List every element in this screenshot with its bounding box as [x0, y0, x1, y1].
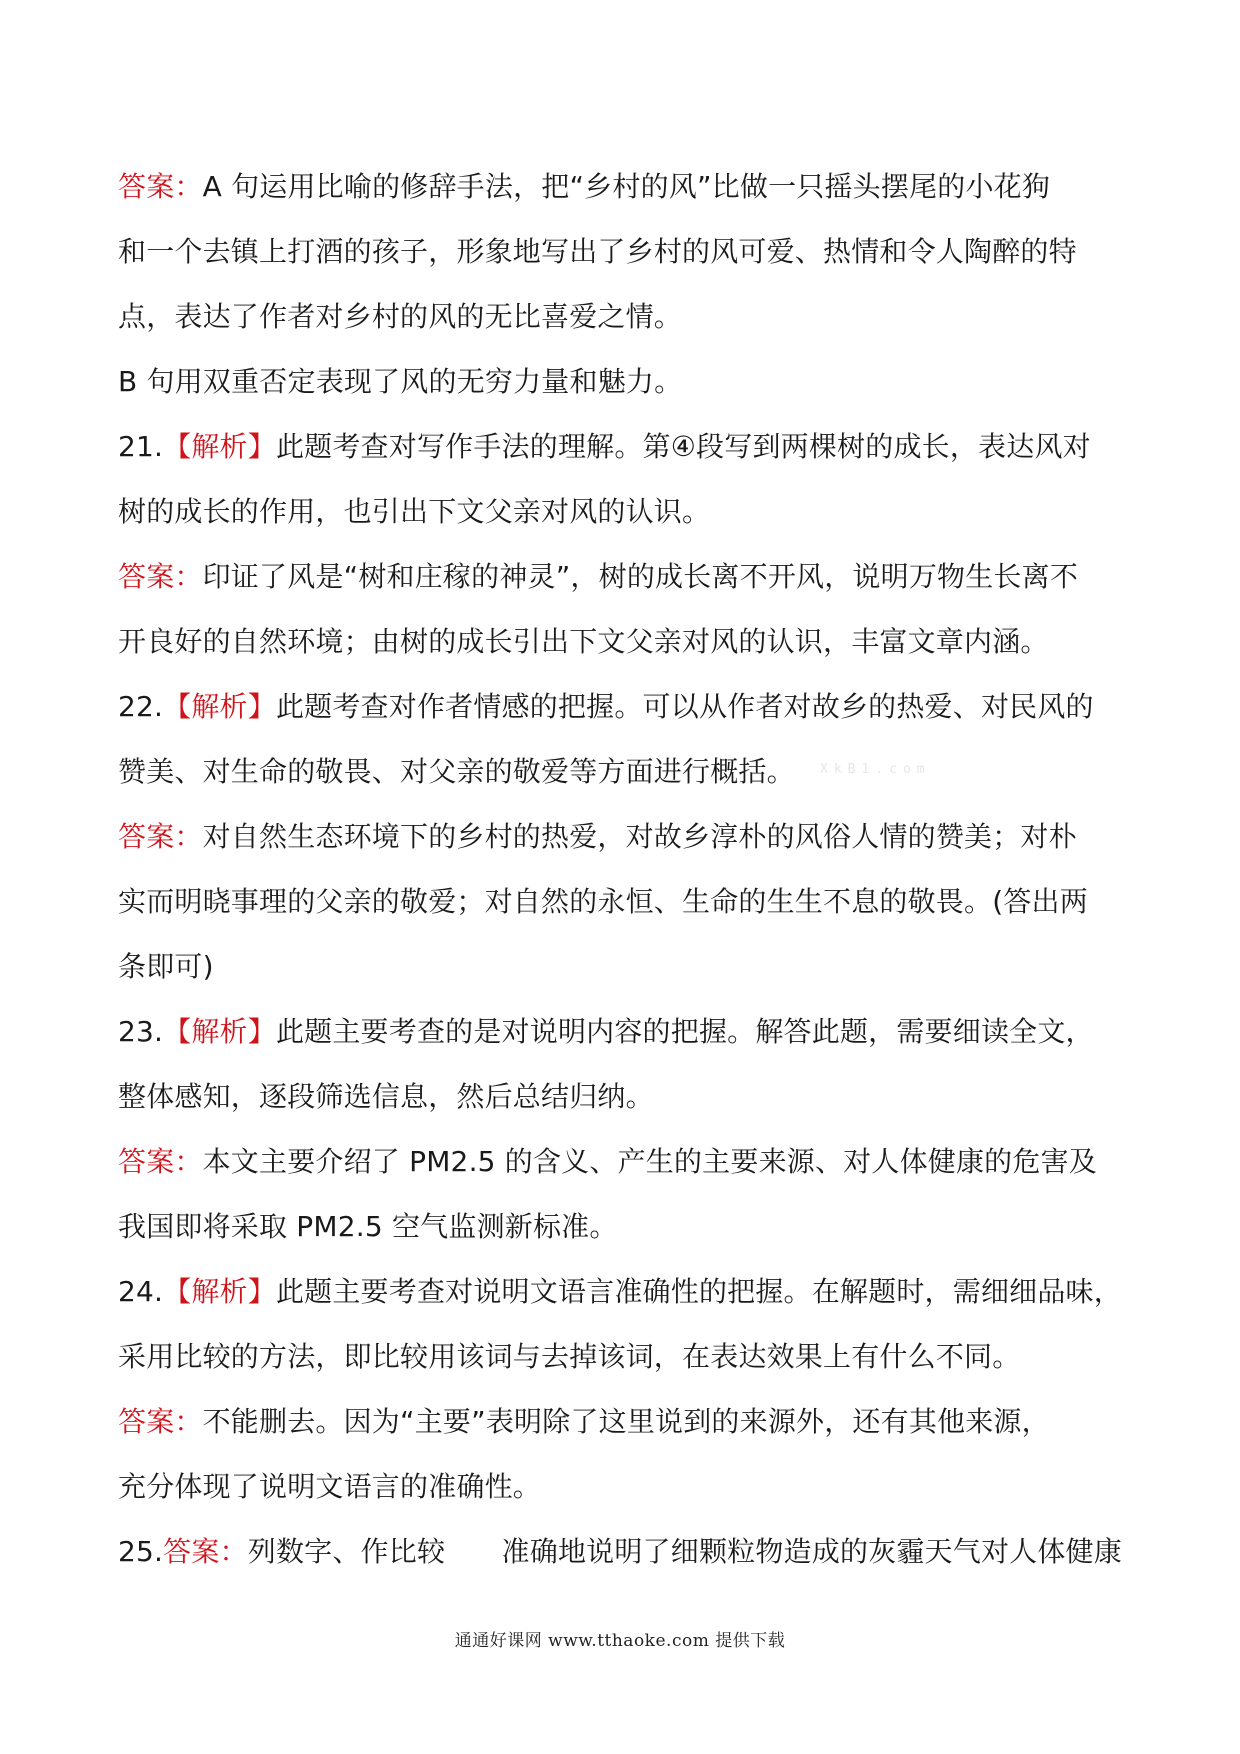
question-number: 22. — [118, 690, 164, 723]
text-line — [118, 1389, 1128, 1454]
question-24-line — [118, 1259, 1128, 1324]
text-line — [118, 1454, 1128, 1519]
line-text: 整体感知，逐段筛选信息，然后总结归纳。 — [118, 1080, 654, 1113]
line-text: 此题考查对作者情感的把握。可以从作者对故乡的热爱、对民风的 — [275, 690, 1094, 723]
text-line — [118, 869, 1128, 934]
line-text: 我国即将采取 PM2.5 空气监测新标准。 — [118, 1210, 618, 1243]
analysis-label: 【解析】 — [163, 430, 276, 463]
line-text: 赞美、对生命的敬畏、对父亲的敬爱等方面进行概括。 — [118, 755, 795, 788]
text-line — [118, 349, 1128, 414]
text-line — [118, 154, 1128, 219]
text-line — [118, 219, 1128, 284]
line-text: 此题考查对写作手法的理解。第④段写到两棵树的成长，表达风对 — [275, 430, 1091, 463]
line-text: 对自然生态环境下的乡村的热爱，对故乡淳朴的风俗人情的赞美；对朴 — [202, 820, 1077, 853]
analysis-label: 【解析】 — [163, 1275, 276, 1308]
answer-label: 答案： — [118, 560, 203, 593]
text-line — [118, 1129, 1128, 1194]
line-text: 树的成长的作用，也引出下文父亲对风的认识。 — [118, 495, 711, 528]
line-text: 此题主要考查对说明文语言准确性的把握。在解题时，需细细品味， — [275, 1275, 1122, 1308]
answer-label: 答案： — [118, 1145, 203, 1178]
line-text: 此题主要考查的是对说明内容的把握。解答此题，需要细读全文， — [275, 1015, 1094, 1048]
text-line — [118, 1064, 1128, 1129]
question-22-line — [118, 674, 1128, 739]
answer-label: 答案： — [163, 1535, 248, 1568]
text-line — [118, 1324, 1128, 1389]
line-text: A 句运用比喻的修辞手法，把“乡村的风”比做一只摇头摆尾的小花狗 — [202, 170, 1051, 203]
answer-label: 答案： — [118, 820, 203, 853]
line-text: 实而明晓事理的父亲的敬爱；对自然的永恒、生命的生生不息的敬畏。(答出两 — [118, 885, 1088, 918]
line-text: 条即可) — [118, 950, 214, 983]
text-line — [118, 934, 1128, 999]
question-25-line — [118, 1519, 1128, 1584]
line-text: 和一个去镇上打酒的孩子，形象地写出了乡村的风可爱、热情和令人陶醉的特 — [118, 235, 1077, 268]
text-line — [118, 1194, 1128, 1259]
question-number: 21. — [118, 430, 164, 463]
page-footer: 通通好课网 www.tthaoke.com 提供下载 — [454, 1631, 786, 1651]
answer-label: 答案： — [118, 170, 203, 203]
question-number: 24. — [118, 1275, 164, 1308]
line-text: B 句用双重否定表现了风的无穷力量和魅力。 — [118, 365, 683, 398]
answer-label: 答案： — [118, 1405, 203, 1438]
line-text: 列数字、作比较 准确地说明了细颗粒物造成的灰霾天气对人体健康 — [247, 1535, 1122, 1568]
line-text: 采用比较的方法，即比较用该词与去掉该词，在表达效果上有什么不同。 — [118, 1340, 1021, 1373]
text-line — [118, 609, 1128, 674]
question-23-line — [118, 999, 1128, 1064]
line-text: 充分体现了说明文语言的准确性。 — [118, 1470, 542, 1503]
watermark-text: XkB1.com — [820, 762, 931, 777]
text-line — [118, 284, 1128, 349]
analysis-label: 【解析】 — [163, 1015, 276, 1048]
text-line — [118, 739, 1128, 804]
text-line — [118, 544, 1128, 609]
answer-key-body — [118, 154, 1128, 1584]
text-line — [118, 479, 1128, 544]
line-text: 印证了风是“树和庄稼的神灵”，树的成长离不开风，说明万物生长离不 — [202, 560, 1079, 593]
question-number: 25. — [118, 1535, 164, 1568]
line-text: 点，表达了作者对乡村的风的无比喜爱之情。 — [118, 300, 683, 333]
line-text: 本文主要介绍了 PM2.5 的含义、产生的主要来源、对人体健康的危害及 — [202, 1145, 1097, 1178]
analysis-label: 【解析】 — [163, 690, 276, 723]
text-line — [118, 804, 1128, 869]
line-text: 开良好的自然环境；由树的成长引出下文父亲对风的认识，丰富文章内涵。 — [118, 625, 1049, 658]
line-text: 不能删去。因为“主要”表明除了这里说到的来源外，还有其他来源， — [202, 1405, 1050, 1438]
question-number: 23. — [118, 1015, 164, 1048]
question-21-line — [118, 414, 1128, 479]
